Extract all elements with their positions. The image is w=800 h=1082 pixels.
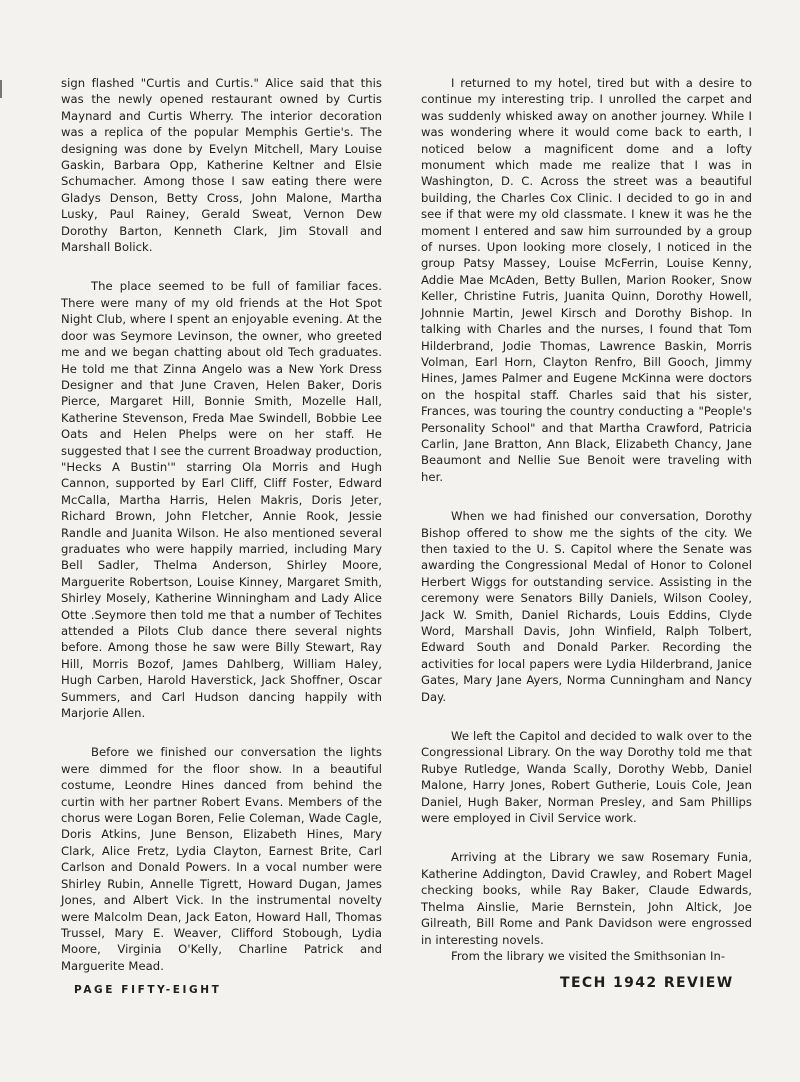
left-column	[61, 75, 382, 974]
page-edge-mark	[0, 80, 8, 98]
paragraph-smithsonian: From the library we visited the Smithsonian In-	[451, 948, 726, 963]
paragraph-hot-spot-night-club: The place seemed to be full of familiar faces. There were many of my old friends at the Hot Spot Night Club, where I spent an enjoyable evening. At the door was Seymore Levinson, the owner, who greeted me and we began chatting about old Tech graduates. He told me that Zinna Angelo was a New York Dress Designer and that June Craven, Helen Baker, Doris Pierce, Margaret Hill, Bonnie Smith, Mozelle Hall, Katherine Stevenson, Freda Mae Swindell, Bobbie Lee Oats and Helen Phelps were on her staff. He suggested that I see the current Broadway production, "Hecks A Bustin'" starring Ola Morris and Hugh Cannon, supported by Earl Cliff, Cliff Foster, Edward McCalla, Martha Harris, Helen Makris, Doris Jeter, Richard Brown, John Fletcher, Annie Rook, Jessie Randle and Juanita Wilson. He also mentioned several graduates who were happily married, including Mary Bell Sadler, Thelma Anderson, Shirley Moore, Marguerite Robertson, Louise Kinney, Margaret Smith, Shirley Mosely, Katherine Winningham and Lady Alice Otte .Seymore then told me that a number of Techites attended a Pilots Club dance there several nights before. Among those he saw were Billy Stewart, Ray Hill, Morris Bozof, James Dahlberg, William Haley, Hugh Carben, Harold Haverstick, Jack Shoffner, Oscar Summers, and Carl Hudson dancing happily with Marjorie Allen.	[61, 279, 382, 721]
paragraph-library-readers: Arriving at the Library we saw Rosemary Funia, Katherine Addington, David Crawley, and Robert Magel checking books, while Ray Baker, Claude Edwards, Thelma Ainslie, Marie Bernstein, John Altick, Joe Gilreath, Bill Rome and Pank Davidson were engrossed in interesting novels.	[421, 850, 752, 947]
right-column	[421, 75, 752, 964]
paragraph-curtis-restaurant: sign flashed "Curtis and Curtis." Alice said that this was the newly opened restaurant owned by Curtis Maynard and Curtis Wherry. The interior decoration was a replica of the popular Memphis Gertie's. The designing was done by Evelyn Mitchell, Mary Louise Gaskin, Barbara Opp, Katherine Keltner and Elsie Schumacher. Among those I saw eating there were Gladys Denson, Betty Cross, John Malone, Martha Lusky, Paul Rainey, Gerald Sweat, Vernon Dew Dorothy Barton, Kenneth Clark, Jim Stovall and Marshall Bolick.	[61, 76, 382, 255]
paragraph-congressional-library: We left the Capitol and decided to walk over to the Congressional Library. On the way Dorothy told me that Rubye Rutledge, Wanda Scally, Dorothy Webb, Daniel Malone, Harry Jones, Robert Gutherie, Louis Cole, Jean Daniel, Hugh Baker, Norman Presley, and Sam Phillips were employed in Civil Service work.	[421, 729, 752, 826]
publication-title: TECH 1942 REVIEW	[560, 975, 734, 991]
paragraph-floor-show: Before we finished our conversation the lights were dimmed for the floor show. In a beautiful costume, Leondre Hines danced from behind the curtin with her partner Robert Evans. Members of the chorus were Logan Boren, Felie Coleman, Wade Cagle, Doris Atkins, June Benson, Elizabeth Hines, Mary Clark, Alice Fretz, Lydia Clayton, Earnest Brite, Carl Carlson and Donald Powers. In a vocal number were Shirley Rubin, Annelle Tigrett, Howard Dugan, James Jones, and Albert Vick. In the instrumental novelty were Malcolm Dean, Jack Eaton, Howard Hall, Thomas Trussel, Mary E. Weaver, Clifford Stobough, Lydia Moore, Virginia O'Kelly, Charline Patrick and Marguerite Mead.	[61, 745, 382, 973]
paragraph-washington-clinic: I returned to my hotel, tired but with a desire to continue my interesting trip. I unrolled the carpet and was suddenly whisked away on another journey. While I was wondering where it would come back to earth, I noticed below a magnificent dome and a lofty monument which made me realize that I was in Washington, D. C. Across the street was a beautiful building, the Charles Cox Clinic. I decided to go in and see if that were my old classmate. I knew it was he the moment I entered and saw him surrounded by a group of nurses. Upon looking more closely, I noticed in the group Patsy Massey, Louise McFerrin, Louise Kenny, Addie Mae McAden, Betty Bullen, Marion Rooker, Snow Keller, Christine Futris, Juanita Quinn, Dorothy Howell, Johnnie Martin, Jewel Kirsch and Dorothy Bishop. In talking with Charles and the nurses, I found that Tom Hilderbrand, Jodie Thomas, Lawrence Baskin, Morris Volman, Earl Horn, Clayton Renfro, Bill Gooch, Jimmy Hines, James Palmer and Eugene McKinna were doctors on the hospital staff. Charles said that his sister, Frances, was touring the country conducting a "People's Personality School" and that Martha Crawford, Patricia Carlin, Jane Bratton, Ann Black, Elizabeth Chancy, Jane Beaumont and Nellie Sue Benoit were traveling with her.	[421, 76, 752, 484]
paragraph-capitol: When we had finished our conversation, Dorothy Bishop offered to show me the sights of the city. We then taxied to the U. S. Capitol where the Senate was awarding the Congressional Medal of Honor to Colonel Herbert Wiggs for outstanding service. Assisting in the ceremony were Senators Billy Daniels, Wilson Cooley, Jack W. Smith, Daniel Richards, Louis Eddins, Clyde Word, Marshall Davis, John Winfield, Ralph Tolbert, Edward South and Donald Parker. Recording the activities for local papers were Lydia Hilderbrand, Janice Gates, Mary Jane Ayers, Norma Cunningham and Nancy Day.	[421, 509, 752, 704]
page-number-label: PAGE FIFTY-EIGHT	[74, 984, 222, 996]
